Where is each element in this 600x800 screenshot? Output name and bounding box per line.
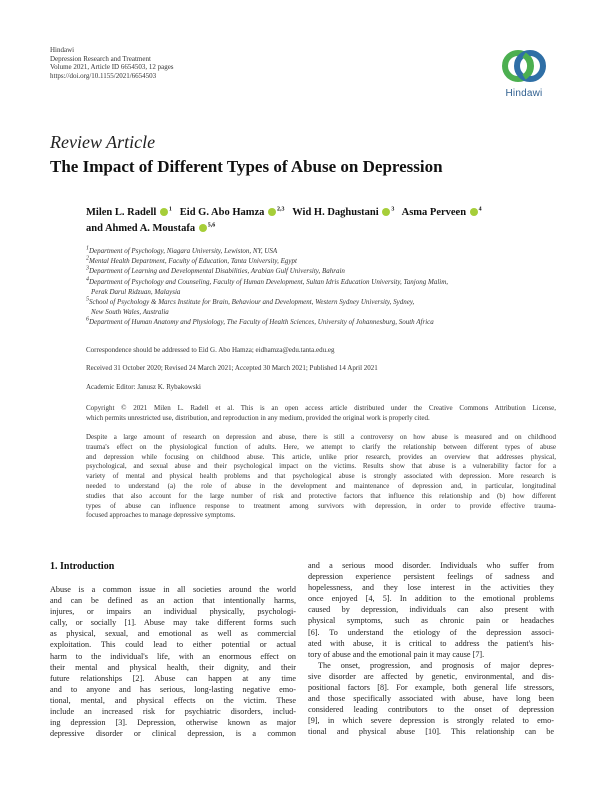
section-heading-introduction: 1. Introduction <box>50 561 115 572</box>
body-line: future relationships [2]. Abuse can happen at any time <box>50 673 296 683</box>
orcid-icon[interactable] <box>268 208 276 216</box>
orcid-icon[interactable] <box>382 208 390 216</box>
journal-publisher: Hindawi <box>50 46 75 54</box>
affiliation-continuation: New South Wales, Australia <box>91 308 169 317</box>
body-line: depressive disorder or clinical depression, is a common <box>50 729 296 739</box>
affiliation-sup: 3 <box>86 266 89 273</box>
body-line: [9], in which severe depression is strongly related to emo- <box>308 716 554 726</box>
journal-info <box>50 46 174 80</box>
article-title: The Impact of Different Types of Abuse on Depression <box>50 157 443 176</box>
body-line: tory of abuse and the emotional pain it may cause [7]. <box>308 649 485 659</box>
affiliation-item <box>86 266 566 276</box>
academic-editor: Academic Editor: Janusz K. Rybakowski <box>86 383 202 391</box>
body-line: tional, mental, and physical effects on the victim. These <box>50 695 296 705</box>
author-name: and Ahmed A. Moustafa <box>86 222 196 234</box>
body-line: and a serious mood disorder. Individuals who suffer from <box>308 561 554 570</box>
hindawi-logo <box>495 46 553 99</box>
affiliation-sup: 6 <box>86 317 89 324</box>
body-line: exploitation. This could lead to either potential or actual <box>50 640 296 650</box>
body-line: injures, or impairs an individual physically, psychologi- <box>50 607 296 617</box>
affiliation-text: Department of Learning and Developmental Disabilities, Arabian Gulf University, Bahrain <box>89 267 345 276</box>
body-line: [6]. To understand the etiology of the depression associ- <box>308 627 554 637</box>
author-affiliation-sup: 2,3 <box>277 206 285 213</box>
journal-volume: Volume 2021, Article ID 6654503, 12 pages <box>50 63 174 72</box>
author-name: Eid G. Abo Hamza <box>179 207 265 218</box>
orcid-icon[interactable] <box>160 208 168 216</box>
author-name: Wid H. Daghustani <box>292 207 379 218</box>
affiliation-item <box>86 297 566 307</box>
affiliation-sup: 5 <box>86 296 89 303</box>
body-line: depression experience persistent feelings of sadness and <box>308 572 554 582</box>
copyright-line: Copyright © 2021 Milen L. Radell et al. This is an open access article distributed under the Creative Commons Attribution License, <box>86 404 556 412</box>
abstract-line: needed to understand (a) the role of abuse in the development and maintenance of depression and, in particular, longitudinal <box>86 481 556 490</box>
orcid-icon[interactable] <box>470 208 478 216</box>
body-column-left <box>50 584 296 739</box>
correspondence-note: Correspondence should be addressed to Eid G. Abo Hamza; eidhamza@edu.tanta.edu.eg <box>86 346 335 354</box>
body-line: The onset, progression, and prognosis of major depres- <box>318 660 554 670</box>
body-line: cally, or socially [1]. Abuse may take different forms such <box>50 618 296 628</box>
body-line: ated with abuse, it is critical to address the patient's his- <box>308 638 554 648</box>
abstract-line: trauma's effect on the physiological function of adults. Here, we attempt to clarify the relationship between different types of abuse <box>86 442 556 451</box>
body-line: Abuse is a common issue in all societies around the world <box>50 585 296 594</box>
body-line: and can be defined as an action that intentionally harms, <box>50 596 296 606</box>
author-name: Asma Perveen <box>401 207 467 218</box>
body-line: and those specifically associated with abuse, have long been <box>308 694 554 704</box>
body-line: and to anyone and has serious, long-lasting negative emo- <box>50 684 296 694</box>
affiliation-text: Department of Human Anatomy and Physiology, The Faculty of Health Sciences, University of Johannesburg, South Africa <box>89 318 434 327</box>
author-line-2 <box>86 221 566 237</box>
publication-dates: Received 31 October 2020; Revised 24 March 2021; Accepted 30 March 2021; Published 14 April 2021 <box>86 364 378 372</box>
copyright-line: which permits unrestricted use, distribution, and reproduction in any medium, provided the original work is properly cited. <box>86 414 430 422</box>
affiliation-list <box>86 246 566 328</box>
body-line: ing depression [3]. Depression, otherwise known as major <box>50 718 296 728</box>
affiliation-text: School of Psychology & Marcs Institute for Brain, Behaviour and Development, Western Sydney University, Sydney, <box>89 298 415 307</box>
author-affiliation-sup: 3 <box>391 206 395 213</box>
affiliation-text: Department of Psychology, Niagara University, Lewiston, NY, USA <box>89 247 278 255</box>
author-name: Milen L. Radell <box>86 207 157 218</box>
body-line: once enjoyed [4, 5]. In addition to the emotional problems <box>308 594 554 604</box>
abstract-line: types of abuse can influence response to treatment among survivors with depression, in order to provide effective trauma- <box>86 501 556 510</box>
body-line: their mental and physical health, their dignity, and their <box>50 662 296 672</box>
abstract-line: focused approaches to manage depressive symptoms. <box>86 511 236 520</box>
orcid-icon[interactable] <box>199 224 207 232</box>
affiliation-continuation: Perak Darul Ridzuan, Malaysia <box>91 287 181 296</box>
affiliation-item <box>86 246 566 256</box>
author-line-1 <box>86 205 566 221</box>
body-line: physical symptoms, such as chronic pain or headaches <box>308 616 554 626</box>
affiliation-sup: 1 <box>86 245 89 252</box>
abstract-line: studies that also account for the large number of risk and protective factors that influence this relationship and (b) how different <box>86 491 556 500</box>
article-type: Review Article <box>50 132 156 152</box>
affiliation-sup: 4 <box>86 276 89 283</box>
affiliation-item <box>86 277 566 287</box>
abstract <box>86 433 556 521</box>
author-list <box>86 205 566 236</box>
affiliation-text: Department of Psychology and Counseling, Faculty of Human Development, Sultan Idris Education University, Tanjong Malim, <box>89 277 449 286</box>
journal-doi-link[interactable]: https://doi.org/10.1155/2021/6654503 <box>50 71 157 80</box>
hindawi-logo-text: Hindawi <box>505 88 543 99</box>
body-line: tional and physical abuse [10]. This relationship can be <box>308 727 554 737</box>
body-line: hopelessness, and they lose interest in the activities they <box>308 583 554 593</box>
affiliation-item <box>86 256 566 266</box>
abstract-line: and depression while focusing on childhood abuse. This article, unlike prior research, provides an overview that addresses physical, <box>86 452 556 461</box>
author-affiliation-sup: 1 <box>168 206 172 213</box>
body-line: positional factors [8]. For example, both general life stressors, <box>308 683 554 693</box>
body-line: include an increased risk for psychiatric disorders, includ- <box>50 707 296 717</box>
abstract-line: psychological, and sexual abuse and their psychological impact on the victims. Results show that abuse is a vulnerability factor for a <box>86 462 556 471</box>
affiliation-item <box>86 317 566 327</box>
body-line: considered leading contributors to the onset of depression <box>308 705 554 715</box>
author-affiliation-sup: 5,6 <box>207 222 216 228</box>
author-affiliation-sup: 4 <box>478 206 482 213</box>
affiliation-text: Mental Health Department, Faculty of Education, Tanta University, Egypt <box>89 257 297 266</box>
abstract-line: Despite a large amount of research on depression and abuse, there is still a controversy on how abuse is measured and on childhood <box>86 433 556 441</box>
body-column-right <box>308 560 554 738</box>
body-line: harm to the individual's life, with an enormous effect on <box>50 651 296 661</box>
body-line: sive disorder are affected by genetic, environmental, and dis- <box>308 671 554 681</box>
hindawi-logo-icon <box>500 46 548 86</box>
affiliation-sup: 2 <box>86 255 89 262</box>
body-line: as physical, sexual, and emotional as well as commercial <box>50 629 296 639</box>
journal-name: Depression Research and Treatment <box>50 54 151 63</box>
copyright-notice <box>86 403 556 423</box>
body-line: caused by depression, individuals can also present with <box>308 605 554 615</box>
abstract-line: variety of mental and physical health problems and that psychological abuse is strongly associated with depression. More research is <box>86 472 556 481</box>
